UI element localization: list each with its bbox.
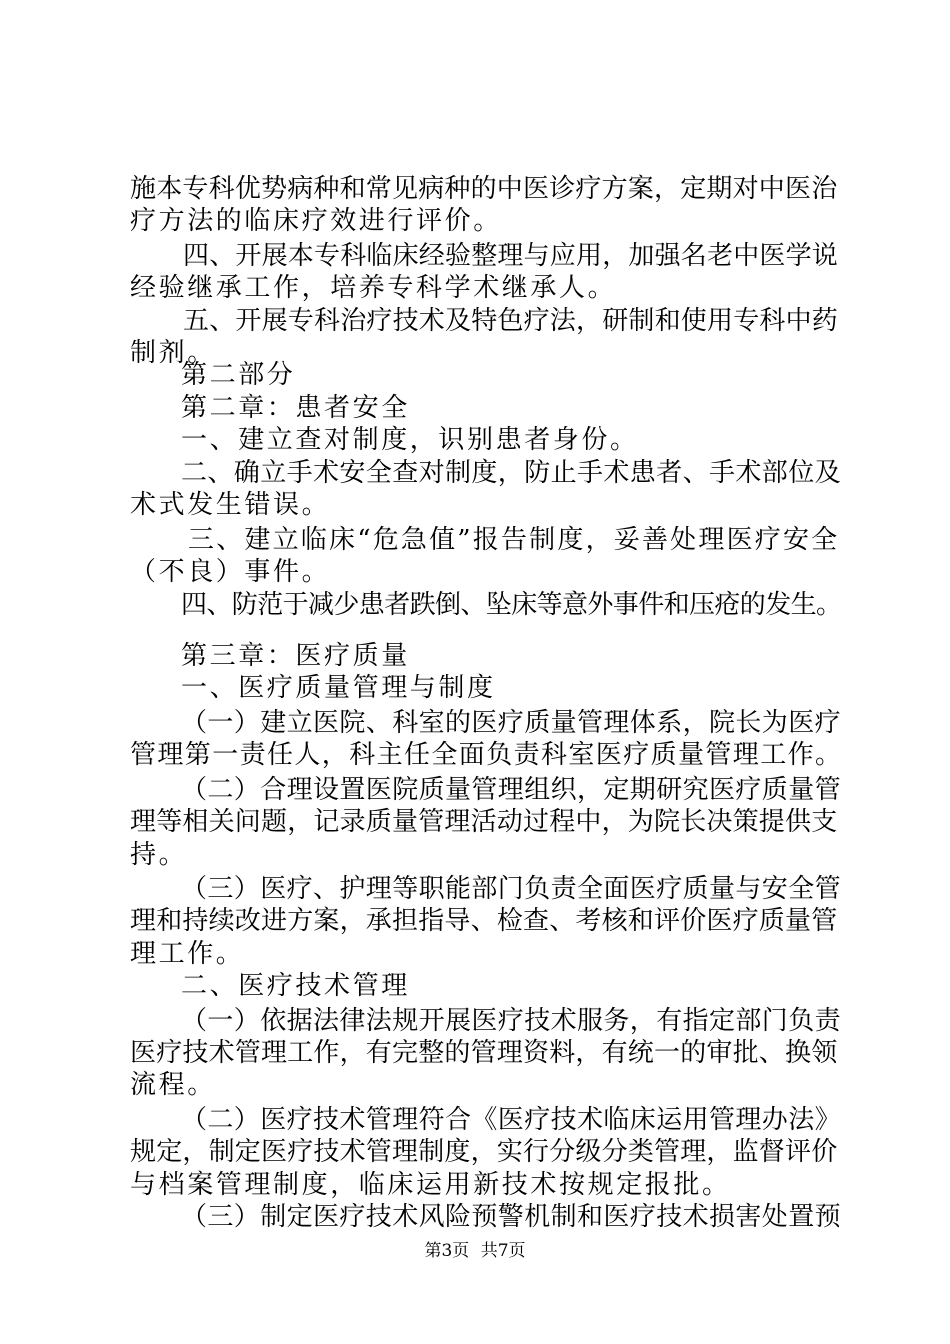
text-line: 流程。 bbox=[130, 1070, 216, 1100]
page-total: 共7页 bbox=[480, 1241, 526, 1261]
text-line: （一）建立医院、科室的医疗质量管理体系，院长为医疗 bbox=[181, 708, 842, 738]
page-number: 第3页 bbox=[424, 1241, 470, 1261]
text-line: 理和持续改进方案，承担指导、检查、考核和评价医疗质量管 bbox=[130, 906, 838, 936]
text-line: 四、开展本专科临床经验整理与应用，加强名老中医学说 bbox=[183, 241, 839, 271]
text-line: 疗方法的临床疗效进行评价。 bbox=[130, 206, 502, 236]
page-footer bbox=[0, 1240, 950, 1262]
text-line: 制剂。 bbox=[130, 338, 216, 368]
text-line: 三、建立临床“危急值”报告制度，妥善处理医疗安全 bbox=[188, 525, 840, 555]
text-line: 二、医疗技术管理 bbox=[181, 971, 410, 1001]
text-line: 理等相关问题，记录质量管理活动过程中，为院长决策提供支 bbox=[130, 807, 838, 837]
text-line: 一、建立查对制度，识别患者身份。 bbox=[181, 425, 639, 455]
text-line: 四、防范于减少患者跌倒、坠床等意外事件和压疮的发生。 bbox=[181, 590, 842, 620]
text-line: （二）合理设置医院质量管理组织，定期研究医疗质量管 bbox=[181, 775, 842, 805]
text-line: （二）医疗技术管理符合《医疗技术临床运用管理办法》 bbox=[181, 1105, 842, 1135]
text-line: （不良）事件。 bbox=[130, 557, 331, 587]
text-line: 管理第一责任人，科主任全面负责科室医疗质量管理工作。 bbox=[130, 740, 843, 770]
text-line: 一、医疗质量管理与制度 bbox=[181, 673, 496, 703]
text-line: 经验继承工作，培养专科学术继承人。 bbox=[130, 273, 617, 303]
text-line: 施本专科优势病种和常见病种的中医诊疗方案，定期对中医治 bbox=[130, 174, 838, 204]
text-line: 持。 bbox=[130, 840, 188, 870]
text-line: （三）制定医疗技术风险预警机制和医疗技术损害处置预 bbox=[181, 1202, 842, 1232]
section-heading: 第二部分 bbox=[181, 360, 296, 390]
text-line: 医疗技术管理工作，有完整的管理资料，有统一的审批、换领 bbox=[130, 1038, 838, 1068]
text-line: 与档案管理制度，临床运用新技术按规定报批。 bbox=[130, 1170, 731, 1200]
text-line: （一）依据法律法规开展医疗技术服务，有指定部门负责 bbox=[181, 1006, 842, 1036]
chapter-heading: 第三章：医疗质量 bbox=[181, 641, 410, 671]
chapter-heading: 第二章：患者安全 bbox=[181, 393, 410, 423]
text-line: 二、确立手术安全查对制度，防止手术患者、手术部位及 bbox=[181, 458, 842, 488]
text-line: 规定，制定医疗技术管理制度，实行分级分类管理，监督评价 bbox=[130, 1137, 838, 1167]
text-line: 术式发生错误。 bbox=[130, 490, 331, 520]
text-line: （三）医疗、护理等职能部门负责全面医疗质量与安全管 bbox=[181, 874, 842, 904]
text-line: 理工作。 bbox=[130, 939, 245, 969]
text-line: 五、开展专科治疗技术及特色疗法，研制和使用专科中药 bbox=[183, 306, 839, 336]
